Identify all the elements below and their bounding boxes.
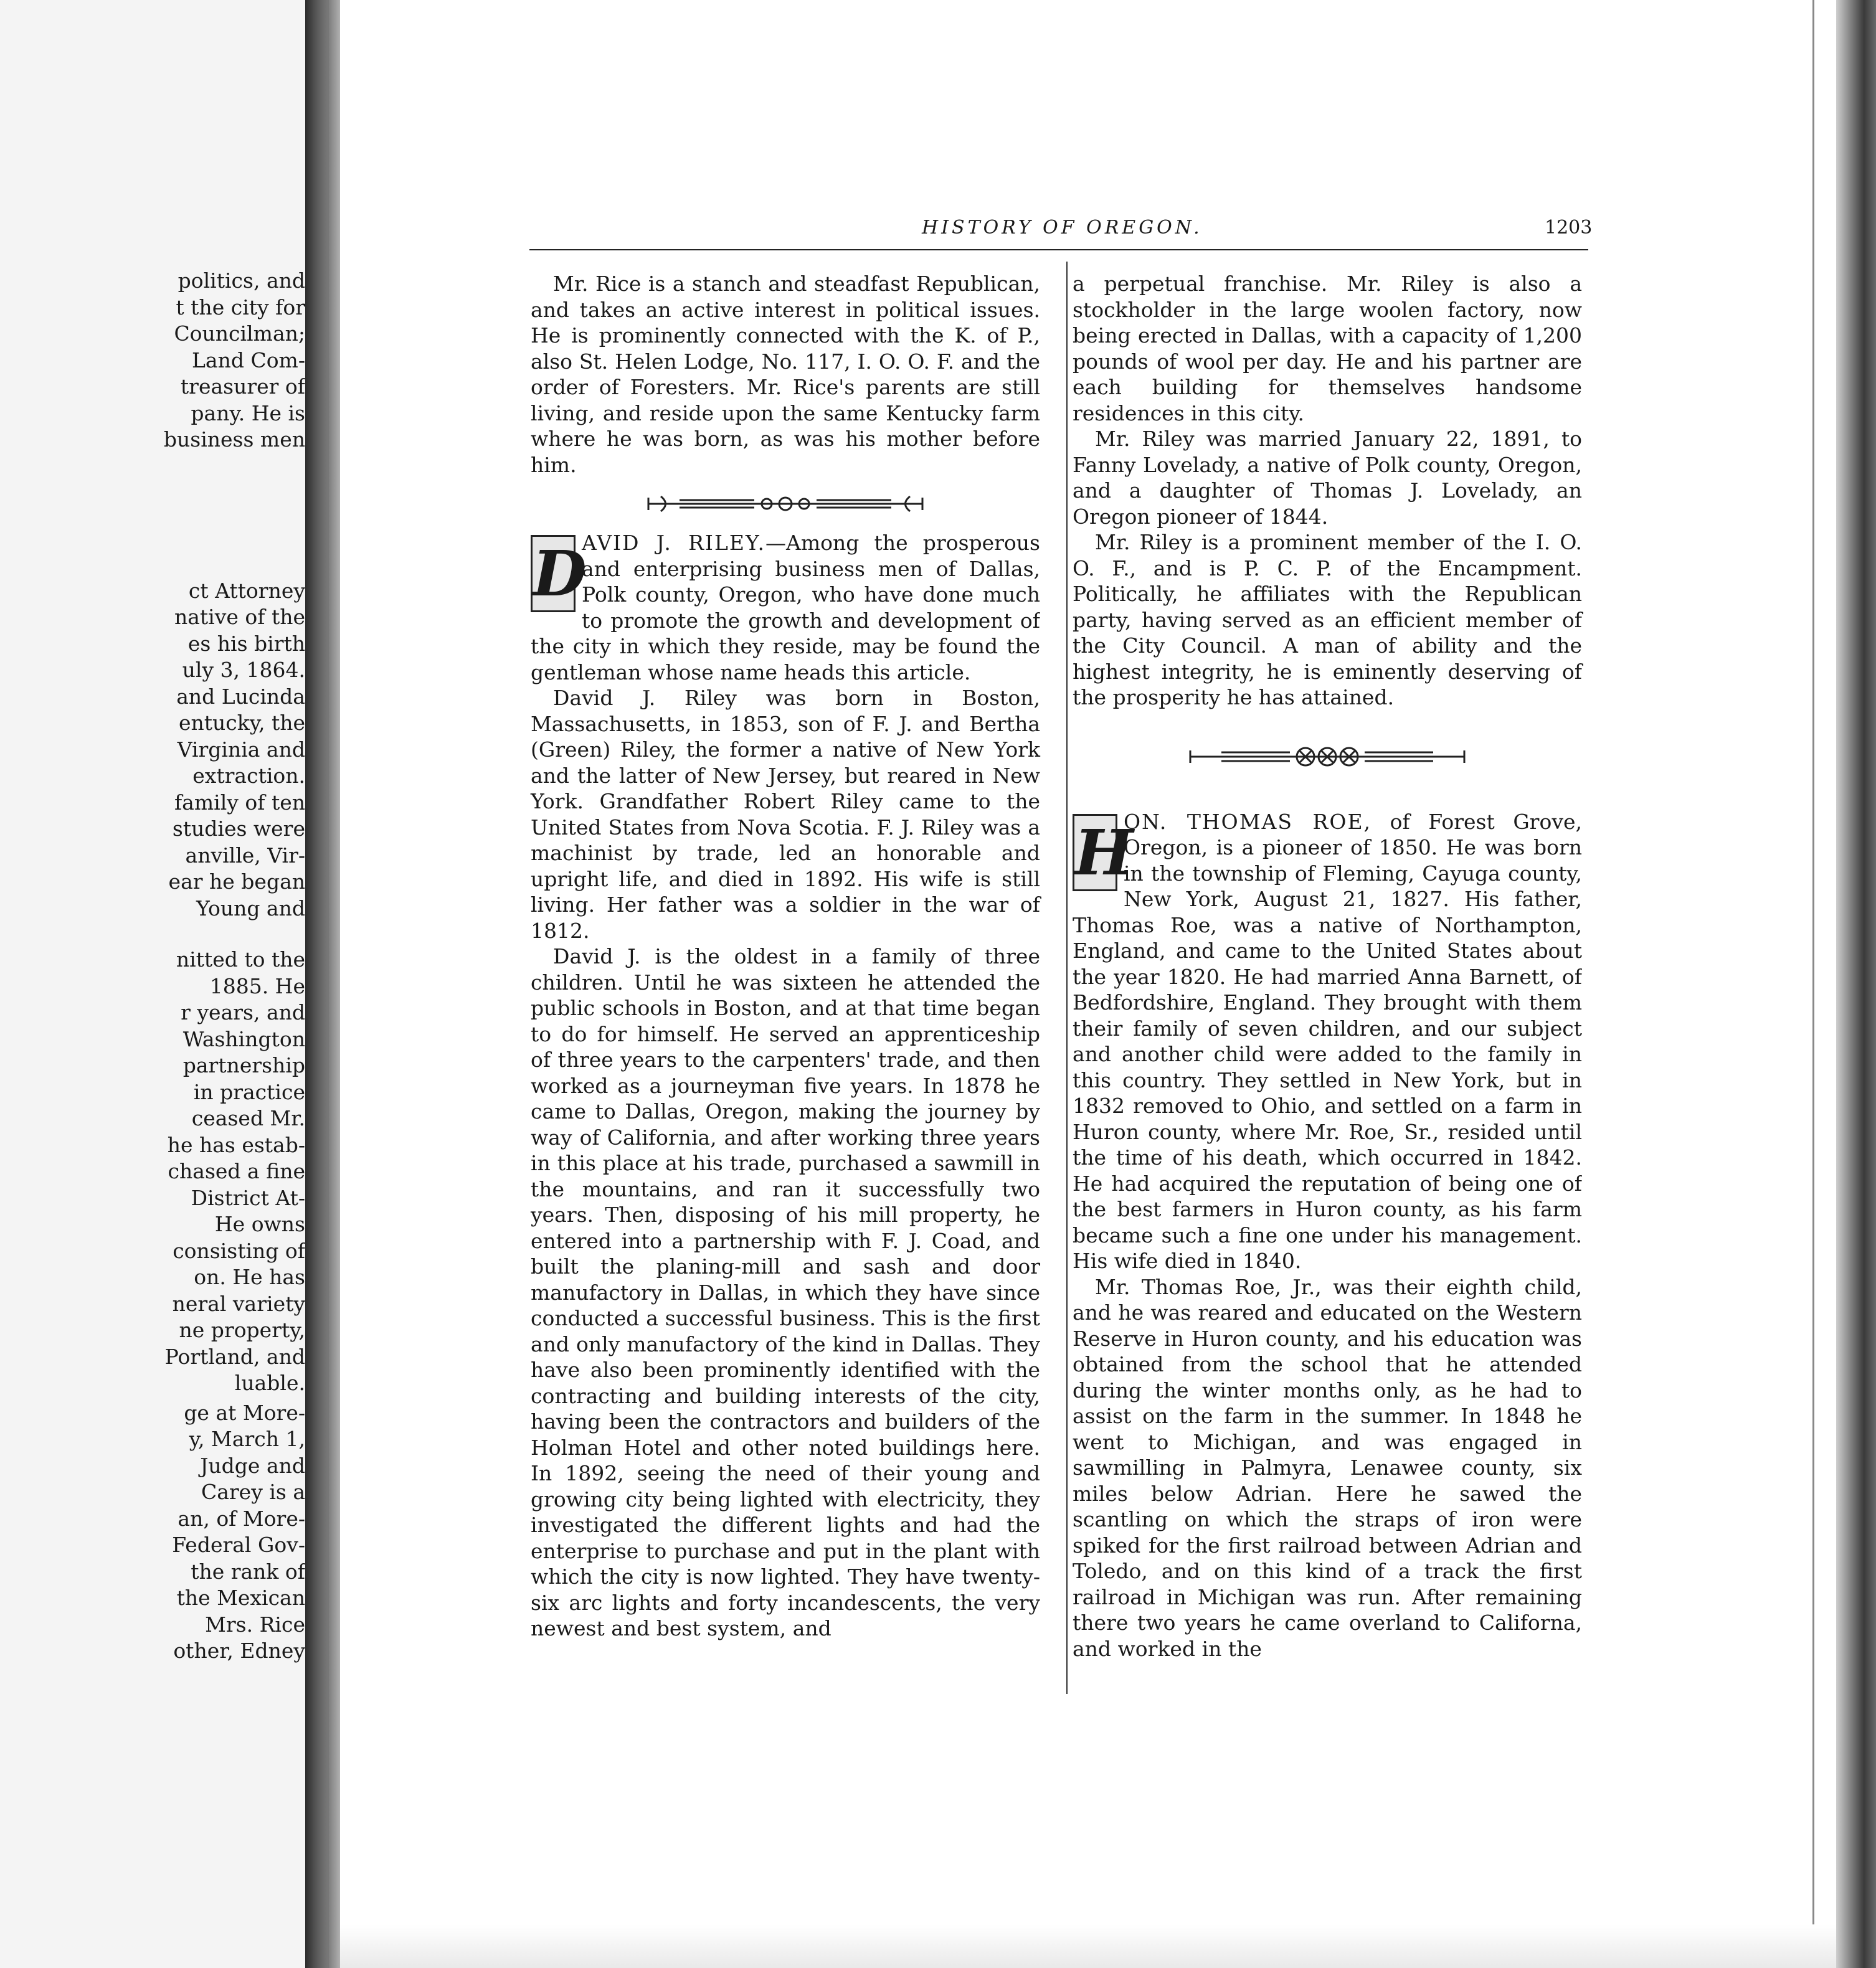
left-page-line: the rank of (191, 1559, 305, 1584)
left-page-line: an, of More- (178, 1506, 305, 1531)
left-page-line: Young and (196, 896, 305, 920)
column-2 (1073, 271, 1582, 1662)
left-page-line: 1885. He (209, 973, 305, 998)
left-page-line: Portland, and (164, 1344, 305, 1369)
left-page-line: t the city for (176, 295, 305, 319)
left-page-line: District At- (191, 1185, 305, 1210)
left-page-line: on. He has (194, 1265, 305, 1289)
roe-name-heading: ON. THOMAS ROE, (1124, 809, 1372, 834)
riley-paragraph-3-continued: a perpetual franchise. Mr. Riley is also a stockholder in the large woolen factory, now being erected in Dallas, with a capacity of 1,200 pounds of wool per day. He and his partner are each building for themselves handsome residences in this city. (1073, 272, 1582, 425)
left-page-line: luable. (234, 1371, 305, 1395)
page-right-edge-line (1812, 0, 1814, 1968)
page-number: 1203 (1545, 217, 1593, 239)
page-bottom-shading (340, 1924, 1836, 1968)
left-page-line: r years, and (181, 1000, 305, 1024)
running-title: HISTORY OF OREGON. (922, 217, 1203, 239)
book-right-edge-shadow (1836, 0, 1876, 1968)
left-page-line: neral variety (172, 1291, 305, 1316)
roe-intro-text: of Forest Grove, Oregon, is a pioneer of 1850. He was born in the township of Fleming, Cayuga county, New York, August 21, 1827. His father, Thomas Roe, was a native of Northampton, England, and came to the United States about the year 1820. He had married Anna Barnett, of Bedfordshire, England. They brought with them their family of seven children, and our subject and another child were added to the family in this country. They settled in New York, but in 1832 removed to Ohio, and settled on a farm in Huron county, where Mr. Roe, Sr., resided until the time of his death, which occurred in 1842. He had acquired the reputation of being one of the best farmers in Huron county, as his farm became such a fine one under his management. His wife died in 1840. (1073, 809, 1582, 1273)
left-page-line: pany. He is (191, 400, 305, 425)
header-rule (529, 249, 1588, 250)
riley-drop-cap: D (531, 535, 576, 612)
left-page-line: ne property, (179, 1318, 305, 1342)
section-ornament-2 (1073, 711, 1582, 809)
left-page-line: uly 3, 1864. (182, 658, 305, 682)
left-page-line: Mrs. Rice (205, 1612, 305, 1637)
riley-paragraph-2: David J. Riley was born in Boston, Massachusetts, in 1853, son of F. J. and Bertha (Green) Riley, the former a native of New York and the latter of New Jersey, but reared in New York. Grandfather Robert Riley came to the United States from Nova Scotia. F. J. Riley was a machinist by trade, led an honorable and upright life, and died in 1892. His wife is still living. Her father was a soldier in the war of 1812. (531, 686, 1040, 943)
left-page-line: Washington (182, 1026, 305, 1051)
riley-intro-text: —Among the prosperous and enterprising business men of Dallas, Polk county, Oregon, who have done much to promote the growth and development of the city in which they reside, may be found the gentleman whose name heads this article. (531, 531, 1040, 684)
left-page-line: politics, and (178, 268, 305, 293)
left-page-line: and Lucinda (176, 684, 305, 709)
left-page-line: ear he began (168, 869, 305, 894)
riley-paragraph-4: Mr. Riley was married January 22, 1891, to Fanny Lovelady, a native of Polk county, Oregon, and a daughter of Thomas J. Lovelady, an Oregon pioneer of 1844. (1073, 427, 1582, 529)
page-edge-line (327, 0, 329, 1968)
left-page-line: in practice (193, 1079, 305, 1104)
left-page-line: Land Com- (191, 348, 305, 372)
left-page-line: ct Attorney (188, 578, 305, 603)
left-page-text (118, 268, 305, 1665)
column-divider (1066, 262, 1068, 1694)
roe-paragraph-2: Mr. Thomas Roe, Jr., was their eighth child, and he was reared and educated on the Western Reserve in Huron county, and his education was obtained from the school that he attended during the winter months only, as he had to assist on the farm in the summer. In 1848 he went to Michigan, and was engaged in sawmilling in Palmyra, Lenawee county, six miles below Adrian. Here he sawed the scantling on which the straps of iron were spiked for the first railroad between Adrian and Toledo, and on this kind of a track the first railroad in Michigan was run. After remaining there two years he came overland to Californa, and worked in the (1073, 1274, 1582, 1661)
left-page-line: ceased Mr. (191, 1106, 305, 1130)
left-page-line: He owns (214, 1212, 305, 1236)
left-page-line: entucky, the (178, 711, 305, 735)
left-page-line: consisting of (173, 1238, 305, 1263)
left-page-line: treasurer of (180, 374, 305, 399)
left-page-block-b (118, 578, 305, 922)
left-page-line: ge at More- (184, 1400, 305, 1425)
left-page-block-c (118, 947, 305, 1397)
left-page-line: business men (163, 427, 305, 452)
rice-paragraph: Mr. Rice is a stanch and steadfast Republican, and takes an active interest in political issues. He is prominently connected with the K. of P., also St. Helen Lodge, No. 117, I. O. O. F. and the order of Foresters. Mr. Rice's parents are still living, and reside upon the same Kentucky farm where he was born, as was his mother before him. (531, 272, 1040, 477)
left-page-line: es his birth (187, 631, 305, 656)
left-page-line: studies were (172, 816, 305, 841)
left-page-line: the Mexican (176, 1586, 305, 1610)
left-page-block-d (118, 1400, 305, 1665)
decorative-flourish-icon (1184, 742, 1471, 772)
left-page-line: extraction. (192, 764, 305, 788)
left-page-line: Judge and (200, 1453, 305, 1478)
left-facing-page (0, 0, 305, 1968)
left-page-line: chased a fine (168, 1159, 305, 1183)
left-page-line: anville, Vir- (185, 843, 305, 868)
section-ornament-1 (531, 478, 1040, 530)
left-page-line: Virginia and (177, 737, 305, 762)
riley-name-heading: AVID J. RILEY. (582, 531, 765, 555)
left-page-line: family of ten (174, 790, 305, 815)
roe-drop-cap: H (1073, 814, 1117, 891)
left-page-line: other, Edney (173, 1639, 305, 1663)
left-page-line: partnership (182, 1053, 305, 1077)
book-gutter-shadow (305, 0, 340, 1968)
left-page-line: native of the (174, 605, 305, 629)
riley-article-intro (531, 530, 1040, 685)
decorative-flourish-icon (642, 490, 929, 518)
riley-paragraph-3: David J. is the oldest in a family of three children. Until he was sixteen he attended the public schools in Boston, and at that time began to do for himself. He served an apprenticeship of three years to the carpenters' trade, and then worked as a journeyman five years. In 1878 he came to Dallas, Oregon, making the journey by way of California, and after working three years in this place at his trade, purchased a sawmill in the mountains, and ran it successfully two years. Then, disposing of his mill property, he entered into a partnership with F. J. Coad, and built the planing-mill and sash and door manufactory in Dallas, in which they have since conducted a successful business. This is the first and only manufactory of the kind in Dallas. They have also been prominently identified with the contracting and building interests of the city, having been the contractors and builders of the Holman Hotel and other noted buildings here. In 1892, seeing the need of their young and growing city being lighted with electricity, they investigated the different lights and had the enterprise to purchase and put in the plant with which the city is now lighted. They have twenty-six arc lights and forty incandescents, the very newest and best system, and (531, 944, 1040, 1640)
left-page-line: Carey is a (201, 1480, 305, 1504)
left-page-line: y, March 1, (189, 1427, 305, 1451)
left-page-line: Federal Gov- (172, 1533, 305, 1557)
roe-article-intro (1073, 809, 1582, 1274)
left-page-line: nitted to the (176, 947, 305, 972)
left-page-line: Councilman; (174, 321, 305, 346)
left-page-line: he has estab- (167, 1132, 305, 1157)
left-page-block-a (118, 268, 305, 453)
riley-paragraph-5: Mr. Riley is a prominent member of the I. O. O. F., and is P. C. P. of the Encampment. Politically, he affiliates with the Republican party, having served as an efficient member of the City Council. A man of ability and the highest integrity, he is eminently deserving of the prosperity he has attained. (1073, 530, 1582, 709)
column-1 (531, 271, 1040, 1642)
